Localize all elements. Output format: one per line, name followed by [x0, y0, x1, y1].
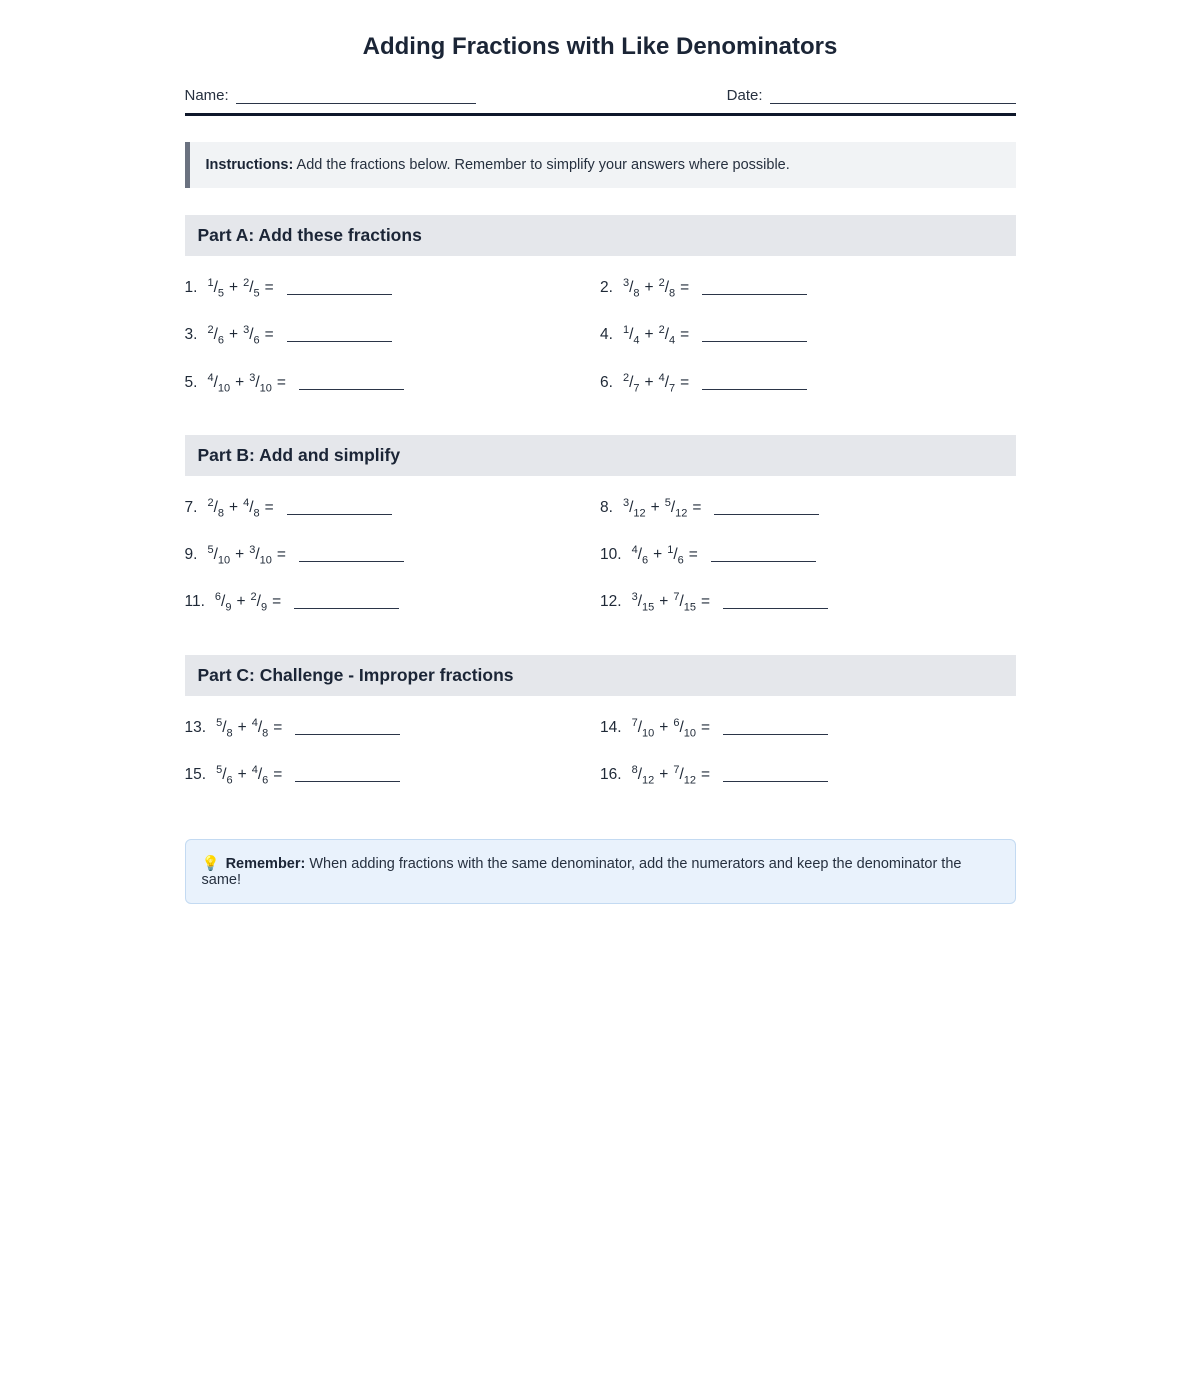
- answer-blank: [295, 770, 400, 782]
- problem-number: 10.: [600, 546, 622, 564]
- remember-box: [185, 839, 1016, 904]
- fraction-denominator: 12: [642, 774, 655, 786]
- answer-blank: [702, 283, 807, 295]
- problem-number: 1.: [184, 279, 198, 297]
- fraction-denominator: 10: [259, 554, 272, 567]
- fraction-numerator: 7: [631, 716, 638, 729]
- problem-item: [600, 591, 1016, 613]
- fraction: $^4/_8$: [243, 496, 260, 519]
- fraction-denominator: 6: [226, 774, 233, 786]
- fraction-numerator: 6: [673, 716, 680, 729]
- problem-number: 7.: [184, 498, 198, 516]
- fraction-numerator: 5: [216, 716, 223, 729]
- problem-item: [600, 324, 1016, 346]
- fraction: $^4/_8$: [251, 716, 269, 739]
- fraction-denominator: 8: [633, 287, 640, 300]
- name-line: [236, 89, 476, 104]
- problem-item: [185, 717, 601, 739]
- fraction: $^2/_9$: [250, 591, 268, 614]
- problem-number: 4.: [600, 326, 613, 344]
- remember-label: Remember:: [225, 856, 306, 872]
- fraction-denominator: 8: [253, 507, 260, 519]
- problem-item: [185, 544, 601, 566]
- fraction-numerator: 2: [250, 591, 257, 604]
- instructions-label: Instructions:: [205, 157, 294, 173]
- fraction: $^5/_8$: [216, 716, 233, 739]
- section-header: Part C: Challenge - Improper fractions: [185, 655, 1016, 696]
- fraction: $^5/_{12}$: [664, 496, 688, 519]
- fraction-numerator: 5: [216, 763, 223, 776]
- equals-sign: =: [273, 765, 283, 783]
- equals-sign: =: [680, 326, 690, 344]
- fraction-denominator: 10: [259, 381, 272, 394]
- problem-item: [600, 764, 1016, 786]
- fraction: $^2/_8$: [207, 496, 224, 519]
- name-date-row: [185, 87, 1016, 104]
- problem-item: [185, 277, 601, 299]
- problems-grid: [185, 696, 1016, 801]
- plus-operator: +: [644, 326, 654, 344]
- plus-operator: +: [659, 718, 669, 736]
- problem-number: 16.: [600, 765, 622, 783]
- fraction-denominator: 15: [683, 601, 696, 614]
- fraction: $^3/_6$: [243, 324, 260, 347]
- sections: [185, 215, 1016, 800]
- answer-blank: [287, 330, 392, 342]
- fraction-numerator: 4: [251, 763, 258, 776]
- fraction-denominator: 6: [262, 774, 269, 786]
- section-header: Part B: Add and simplify: [185, 435, 1016, 476]
- fraction-numerator: 4: [631, 544, 638, 556]
- fraction: $^7/_{12}$: [673, 763, 696, 786]
- answer-blank: [723, 597, 828, 609]
- problem-number: 11.: [184, 593, 205, 611]
- fraction-numerator: 5: [664, 496, 671, 509]
- fraction: $^8/_{12}$: [631, 763, 655, 786]
- name-label: Name:: [184, 87, 229, 104]
- fraction-denominator: 4: [669, 334, 676, 347]
- fraction-numerator: 4: [251, 716, 258, 729]
- problems-grid: [185, 256, 1016, 408]
- problem-number: 2.: [600, 279, 613, 297]
- problem-item: [600, 497, 1016, 519]
- fraction: $^4/_7$: [658, 371, 676, 394]
- answer-blank: [287, 283, 392, 295]
- plus-operator: +: [229, 326, 239, 344]
- problem-item: [185, 497, 601, 519]
- answer-blank: [723, 770, 828, 782]
- fraction-numerator: 3: [622, 496, 630, 509]
- fraction-denominator: 10: [217, 554, 231, 567]
- plus-operator: +: [650, 498, 660, 516]
- fraction-denominator: 6: [642, 554, 649, 567]
- fraction-numerator: 6: [214, 591, 222, 604]
- fraction-denominator: 6: [217, 334, 224, 347]
- equals-sign: =: [680, 279, 690, 297]
- fraction: $^2/_5$: [243, 277, 260, 300]
- problem-item: [185, 372, 601, 394]
- fraction: $^3/_{15}$: [631, 591, 655, 614]
- fraction-numerator: 1: [622, 324, 630, 337]
- fraction: $^5/_6$: [216, 763, 233, 786]
- fraction-denominator: 5: [253, 287, 260, 300]
- name-field: [185, 87, 476, 104]
- fraction: $^2/_8$: [658, 277, 676, 300]
- fraction-numerator: 3: [249, 544, 256, 556]
- section-header: Part A: Add these fractions: [185, 215, 1016, 256]
- fraction-numerator: 2: [243, 277, 250, 289]
- fraction-denominator: 9: [225, 601, 232, 614]
- lightbulb-icon: 💡: [201, 856, 220, 872]
- fraction-denominator: 10: [217, 381, 231, 394]
- plus-operator: +: [229, 498, 239, 516]
- fraction-numerator: 4: [658, 371, 665, 384]
- problem-item: [185, 324, 601, 346]
- equals-sign: =: [701, 593, 711, 611]
- fraction: $^5/_{10}$: [207, 544, 231, 567]
- problems-grid: [185, 476, 1016, 628]
- fraction: $^6/_{10}$: [673, 716, 696, 739]
- fraction: $^3/_{12}$: [622, 496, 646, 519]
- problem-number: 3.: [184, 326, 198, 344]
- fraction-denominator: 8: [669, 287, 676, 300]
- date-field: [727, 87, 1016, 104]
- worksheet-title: Adding Fractions with Like Denominators: [362, 33, 838, 60]
- plus-operator: +: [644, 279, 654, 297]
- problem-number: 6.: [600, 373, 613, 391]
- problem-number: 13.: [184, 718, 207, 736]
- equals-sign: =: [692, 498, 702, 516]
- equals-sign: =: [701, 765, 711, 783]
- answer-blank: [295, 723, 400, 735]
- problem-item: [185, 764, 601, 786]
- plus-operator: +: [644, 373, 654, 391]
- fraction-denominator: 7: [669, 381, 676, 394]
- answer-blank: [714, 503, 819, 515]
- problem-number: 15.: [184, 765, 207, 783]
- instructions-box: [185, 142, 1016, 188]
- plus-operator: +: [237, 765, 247, 783]
- equals-sign: =: [264, 498, 274, 516]
- equals-sign: =: [701, 718, 711, 736]
- fraction-denominator: 9: [260, 601, 268, 614]
- problem-item: [600, 277, 1016, 299]
- problem-item: [600, 717, 1016, 739]
- fraction-denominator: 8: [217, 507, 224, 519]
- plus-operator: +: [236, 593, 246, 611]
- fraction-numerator: 3: [622, 277, 630, 289]
- fraction-numerator: 2: [207, 496, 214, 509]
- answer-blank: [702, 330, 807, 342]
- fraction-numerator: 2: [658, 324, 665, 337]
- fraction-denominator: 15: [642, 601, 655, 614]
- fraction: $^2/_4$: [658, 324, 676, 347]
- fraction-numerator: 4: [243, 496, 250, 509]
- fraction: $^4/_6$: [631, 544, 649, 567]
- fraction-numerator: 3: [243, 324, 250, 337]
- plus-operator: +: [229, 279, 239, 297]
- fraction-denominator: 8: [226, 726, 233, 739]
- equals-sign: =: [264, 326, 274, 344]
- fraction: $^3/_8$: [622, 277, 640, 300]
- answer-blank: [723, 723, 828, 735]
- plus-operator: +: [235, 546, 245, 564]
- date-line: [770, 89, 1016, 104]
- fraction: $^7/_{10}$: [631, 716, 655, 739]
- problem-number: 12.: [600, 593, 622, 611]
- answer-blank: [299, 378, 404, 390]
- fraction: $^3/_{10}$: [249, 371, 272, 394]
- plus-operator: +: [653, 546, 663, 564]
- problem-number: 5.: [184, 373, 198, 391]
- plus-operator: +: [659, 593, 669, 611]
- fraction-numerator: 2: [658, 277, 665, 289]
- fraction-denominator: 6: [253, 334, 260, 347]
- instructions-text: Add the fractions below. Remember to simplify your answers where possible.: [293, 157, 790, 173]
- fraction-denominator: 8: [262, 726, 269, 739]
- fraction: $^3/_{10}$: [249, 544, 272, 567]
- fraction-numerator: 3: [631, 591, 638, 604]
- date-label: Date:: [726, 87, 763, 104]
- equals-sign: =: [272, 593, 282, 611]
- fraction-denominator: 10: [642, 726, 655, 739]
- equals-sign: =: [273, 718, 283, 736]
- fraction-numerator: 8: [631, 763, 638, 776]
- fraction-numerator: 2: [207, 324, 214, 337]
- fraction-numerator: 4: [207, 371, 214, 384]
- problem-item: [600, 372, 1016, 394]
- fraction: $^4/_6$: [251, 763, 269, 786]
- worksheet-page: [185, 0, 1016, 904]
- fraction-denominator: 12: [633, 507, 646, 519]
- equals-sign: =: [680, 373, 690, 391]
- fraction: $^1/_5$: [207, 277, 224, 300]
- fraction: $^4/_{10}$: [207, 371, 231, 394]
- fraction: $^2/_6$: [207, 324, 224, 347]
- answer-blank: [702, 378, 807, 390]
- fraction-denominator: 6: [677, 554, 684, 567]
- problem-item: [185, 591, 601, 613]
- fraction: $^1/_4$: [622, 324, 640, 347]
- fraction-numerator: 2: [622, 371, 630, 384]
- equals-sign: =: [276, 373, 286, 391]
- equals-sign: =: [264, 279, 274, 297]
- fraction-numerator: 5: [207, 544, 214, 556]
- equals-sign: =: [688, 546, 698, 564]
- fraction-denominator: 7: [633, 381, 640, 394]
- fraction: $^7/_{15}$: [673, 591, 696, 614]
- answer-blank: [287, 503, 392, 515]
- answer-blank: [711, 550, 816, 562]
- plus-operator: +: [235, 373, 245, 391]
- fraction-numerator: 1: [667, 544, 674, 556]
- problem-item: [600, 544, 1016, 566]
- fraction-numerator: 7: [673, 763, 680, 776]
- fraction: $^1/_6$: [667, 544, 684, 567]
- equals-sign: =: [276, 546, 286, 564]
- fraction-numerator: 1: [207, 277, 214, 289]
- remember-text: When adding fractions with the same denominator, add the numerators and keep the denominator the same!: [201, 856, 962, 888]
- plus-operator: +: [659, 765, 669, 783]
- answer-blank: [299, 550, 404, 562]
- fraction-denominator: 12: [675, 507, 688, 519]
- header-divider: [185, 113, 1016, 116]
- fraction-numerator: 7: [673, 591, 680, 604]
- fraction: $^6/_9$: [214, 591, 232, 614]
- answer-blank: [294, 597, 399, 609]
- fraction-denominator: 12: [683, 774, 696, 786]
- fraction-numerator: 3: [249, 371, 256, 384]
- problem-number: 14.: [600, 718, 622, 736]
- fraction: $^2/_7$: [622, 371, 640, 394]
- problem-number: 8.: [600, 498, 613, 516]
- plus-operator: +: [237, 718, 247, 736]
- fraction-denominator: 5: [217, 287, 224, 300]
- fraction-denominator: 10: [683, 726, 696, 739]
- problem-number: 9.: [184, 546, 198, 564]
- fraction-denominator: 4: [633, 334, 640, 347]
